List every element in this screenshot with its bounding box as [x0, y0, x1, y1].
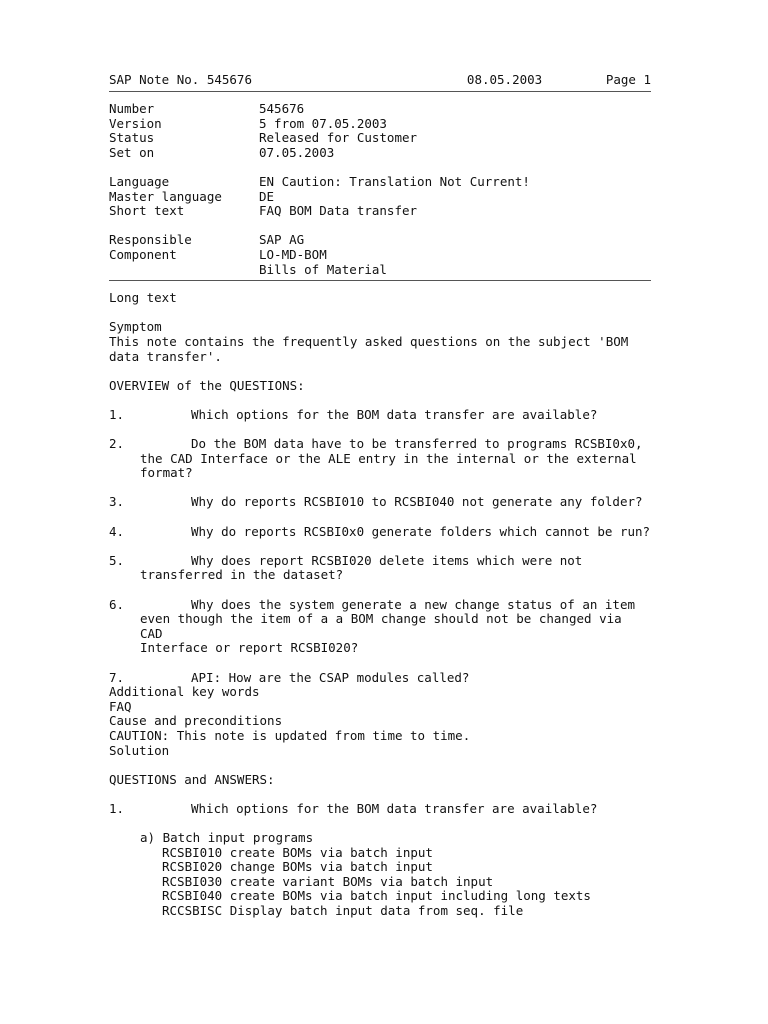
question-text: Why do reports RCSBI010 to RCSBI040 not generate any folder? — [191, 494, 643, 510]
question-item — [109, 554, 651, 583]
question-text: Why does the system generate a new change status of an item — [191, 596, 636, 612]
batch-program-item: RCSBI040 create BOMs via batch input including long texts — [162, 888, 591, 904]
meta-value: 5 from 07.05.2003 — [259, 115, 387, 131]
batch-program-item: RCCSBISC Display batch input data from seq. file — [162, 903, 524, 919]
meta-value: LO-MD-BOM — [259, 246, 327, 262]
meta-value: SAP AG — [259, 232, 305, 248]
question-number: 2. — [109, 436, 125, 452]
question-number: 1. — [109, 406, 125, 422]
batch-program-item: RCSBI020 change BOMs via batch input — [162, 859, 433, 875]
meta-row-short-text — [109, 204, 651, 219]
metadata-block-3 — [109, 233, 651, 277]
meta-key: Version — [109, 115, 162, 131]
long-text-heading: Long text — [109, 290, 177, 306]
meta-row-language — [109, 175, 651, 190]
metadata-block-1 — [109, 102, 651, 160]
symptom-text: This note contains the frequently asked questions on the subject 'BOM — [109, 333, 629, 349]
question-continuation: transferred in the dataset? — [140, 567, 344, 583]
solution-heading: Solution — [109, 742, 170, 758]
question-continuation: even though the item of a a BOM change should not be changed via CAD Interface or report RCSBI020? — [140, 611, 622, 656]
meta-key: Master language — [109, 188, 222, 204]
metadata-divider — [109, 280, 651, 281]
qa-heading: QUESTIONS and ANSWERS: — [109, 771, 275, 787]
meta-value: DE — [259, 188, 275, 204]
page-header — [109, 72, 651, 88]
question-number: 3. — [109, 494, 125, 510]
meta-key: Set on — [109, 144, 155, 160]
meta-value: EN Caution: Translation Not Current! — [259, 173, 530, 189]
batch-input-heading: a) Batch input programs — [140, 830, 314, 846]
meta-row-responsible — [109, 233, 651, 248]
question-item — [109, 437, 651, 481]
symptom-heading: Symptom — [109, 319, 162, 335]
question-text: Which options for the BOM data transfer are available? — [191, 406, 598, 422]
note-date: 08.05.2003 — [466, 72, 543, 87]
header-divider — [109, 91, 651, 92]
question-number: 7. — [109, 669, 125, 685]
question-item — [109, 525, 651, 540]
meta-value: FAQ BOM Data transfer — [259, 203, 418, 219]
meta-row-number — [109, 102, 651, 117]
question-item — [109, 671, 651, 686]
meta-row-component-desc — [109, 263, 651, 278]
symptom-text: data transfer'. — [109, 348, 222, 364]
batch-program-list — [109, 846, 651, 919]
question-number: 5. — [109, 552, 125, 568]
question-text: Which options for the BOM data transfer are available? — [191, 800, 598, 816]
question-list — [109, 408, 651, 685]
question-item — [109, 408, 651, 423]
meta-row-set-on — [109, 146, 651, 161]
meta-key — [109, 263, 259, 278]
meta-row-master-language — [109, 190, 651, 205]
question-text: Why do reports RCSBI0x0 generate folders which cannot be run? — [191, 523, 651, 539]
meta-row-component — [109, 248, 651, 263]
page-number: Page 1 — [605, 72, 651, 87]
meta-value: Bills of Material — [259, 261, 387, 277]
answer-item — [109, 802, 651, 817]
additional-key-words-heading: Additional key words — [109, 684, 260, 700]
sap-note-page — [109, 72, 651, 919]
question-text: API: How are the CSAP modules called? — [191, 669, 470, 685]
question-text: Why does report RCSBI020 delete items which were not — [191, 552, 583, 568]
question-number: 1. — [109, 800, 125, 816]
meta-key: Language — [109, 173, 170, 189]
meta-value: Released for Customer — [259, 130, 418, 146]
note-body — [109, 291, 651, 919]
question-continuation: the CAD Interface or the ALE entry in the internal or the external format? — [140, 450, 637, 481]
metadata-block-2 — [109, 175, 651, 219]
batch-program-item: RCSBI010 create BOMs via batch input — [162, 844, 433, 860]
note-title: SAP Note No. 545676 — [109, 72, 252, 87]
key-word: FAQ — [109, 698, 132, 714]
meta-row-version — [109, 117, 651, 132]
meta-key: Responsible — [109, 232, 192, 248]
meta-value: 545676 — [259, 101, 305, 116]
question-item — [109, 495, 651, 510]
meta-key: Number — [109, 101, 155, 116]
meta-key: Short text — [109, 203, 185, 219]
question-number: 4. — [109, 523, 125, 539]
meta-row-status — [109, 131, 651, 146]
caution-text: CAUTION: This note is updated from time to time. — [109, 727, 471, 743]
cause-heading: Cause and preconditions — [109, 713, 283, 729]
question-item — [109, 598, 651, 656]
question-number: 6. — [109, 596, 125, 612]
meta-key: Component — [109, 246, 177, 262]
batch-program-item: RCSBI030 create variant BOMs via batch input — [162, 873, 494, 889]
question-text: Do the BOM data have to be transferred to programs RCSBI0x0, — [191, 436, 643, 452]
meta-key: Status — [109, 130, 155, 146]
meta-value: 07.05.2003 — [259, 144, 335, 160]
overview-heading: OVERVIEW of the QUESTIONS: — [109, 377, 305, 393]
